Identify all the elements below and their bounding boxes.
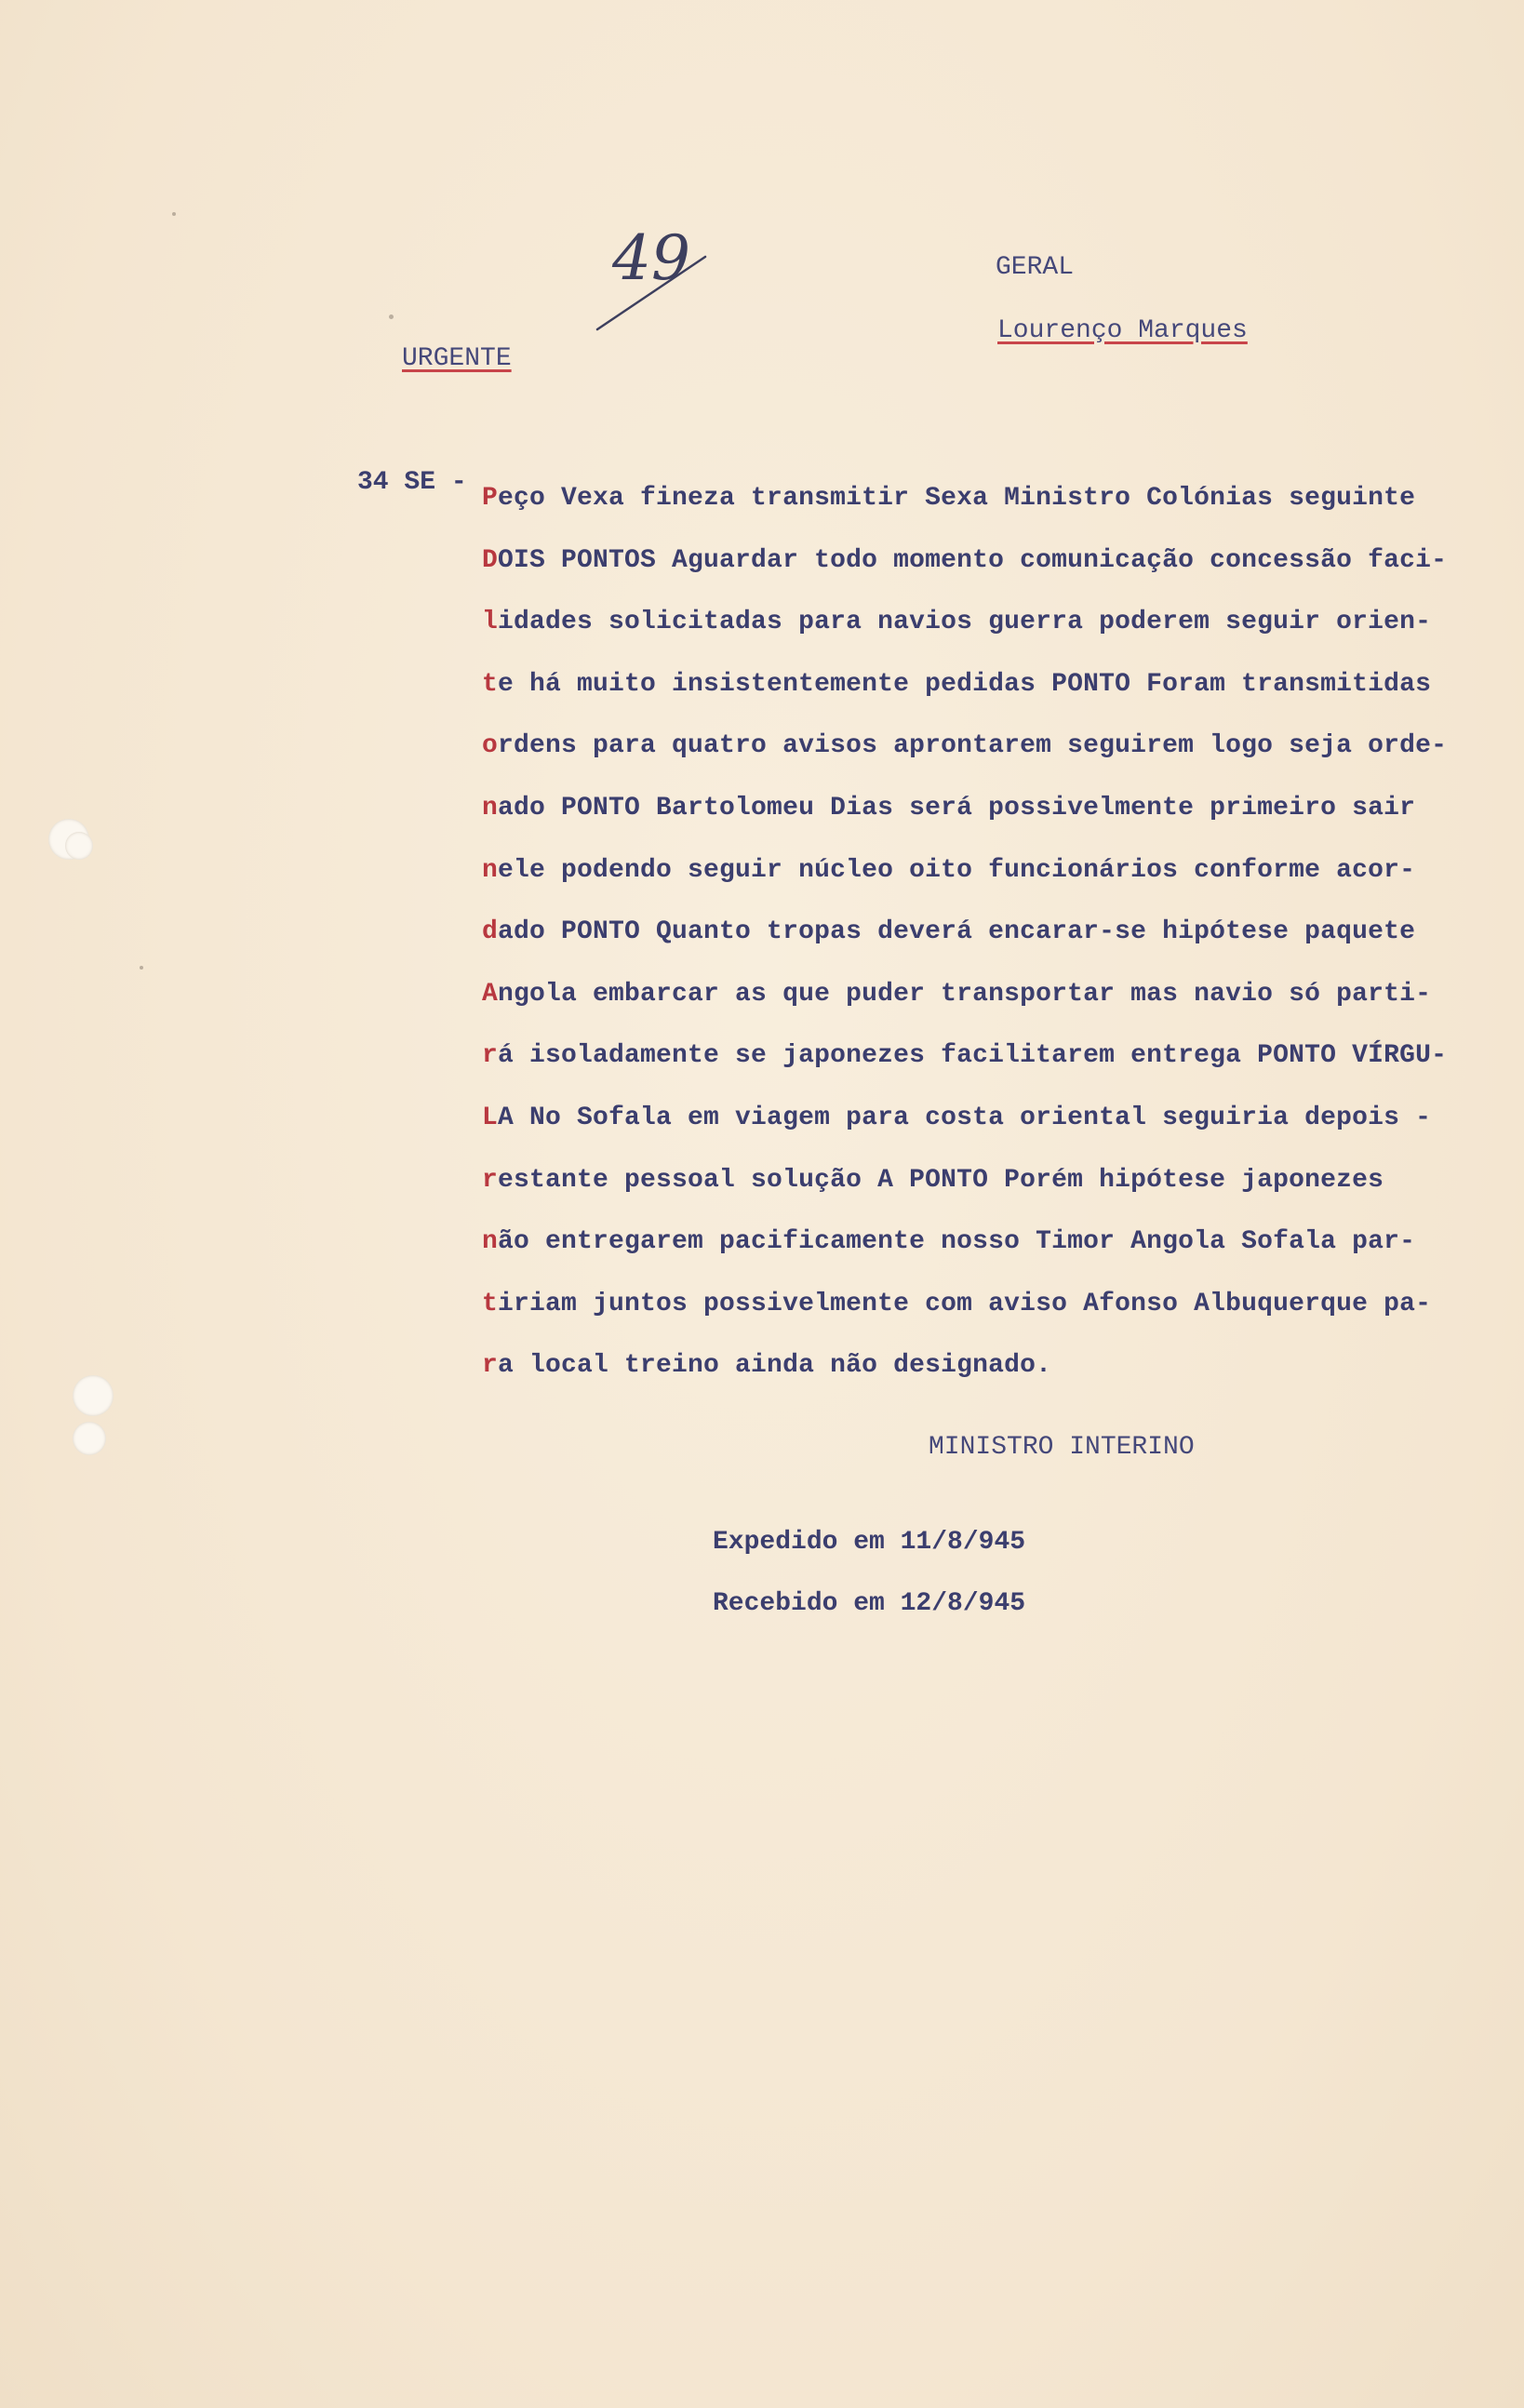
- speck: [140, 966, 143, 970]
- speck: [389, 314, 394, 319]
- body-line: Angola embarcar as que puder transportar mas navio só parti-: [482, 979, 1432, 1009]
- body-line: te há muito insistentemente pedidas PONTO Foram transmitidas: [482, 669, 1432, 699]
- body-line: rá isoladamente se japonezes facilitarem entrega PONTO VÍRGU-: [482, 1041, 1448, 1071]
- body-line: nele podendo seguir núcleo oito funcionários conforme acor-: [482, 855, 1416, 885]
- punch-hole-top-overlap: [65, 832, 93, 860]
- body-line: restante pessoal solução A PONTO Porém hipótese japonezes: [482, 1165, 1384, 1195]
- body-line: dado PONTO Quanto tropas deverá encarar-se hipótese paquete: [482, 917, 1416, 947]
- body-line: ra local treino ainda não designado.: [482, 1351, 1052, 1381]
- body-line: ordens para quatro avisos aprontarem seguirem logo seja orde-: [482, 731, 1448, 761]
- category-label: GERAL: [996, 253, 1075, 282]
- body-line: LA No Sofala em viagem para costa oriental seguiria depois -: [482, 1103, 1432, 1132]
- handwritten-page-number: [595, 203, 726, 342]
- speck: [172, 212, 176, 216]
- page-number-text: 49: [612, 222, 690, 294]
- punch-hole-bottom: [73, 1375, 114, 1416]
- signature: MINISTRO INTERINO: [929, 1433, 1195, 1462]
- punch-hole-bottom-lower: [73, 1422, 106, 1455]
- body-line: lidades solicitadas para navios guerra poderem seguir orien-: [482, 608, 1432, 637]
- body-line: não entregarem pacificamente nosso Timor Angola Sofala par-: [482, 1227, 1416, 1257]
- body-line: DOIS PONTOS Aguardar todo momento comunicação concessão faci-: [482, 545, 1448, 575]
- priority-label: URGENTE: [402, 344, 512, 373]
- telegram-reference: 34 SE -: [357, 468, 467, 497]
- received-date: Recebido em 12/8/945: [713, 1589, 1026, 1618]
- destination-label: Lourenço Marques: [997, 316, 1248, 345]
- body-line: Peço Vexa fineza transmitir Sexa Ministro Colónias seguinte: [482, 484, 1416, 513]
- telegram-body: [482, 468, 1450, 1398]
- body-line: tiriam juntos possivelmente com aviso Afonso Albuquerque pa-: [482, 1289, 1432, 1318]
- sent-date: Expedido em 11/8/945: [713, 1528, 1026, 1557]
- body-line: nado PONTO Bartolomeu Dias será possivelmente primeiro sair: [482, 793, 1416, 823]
